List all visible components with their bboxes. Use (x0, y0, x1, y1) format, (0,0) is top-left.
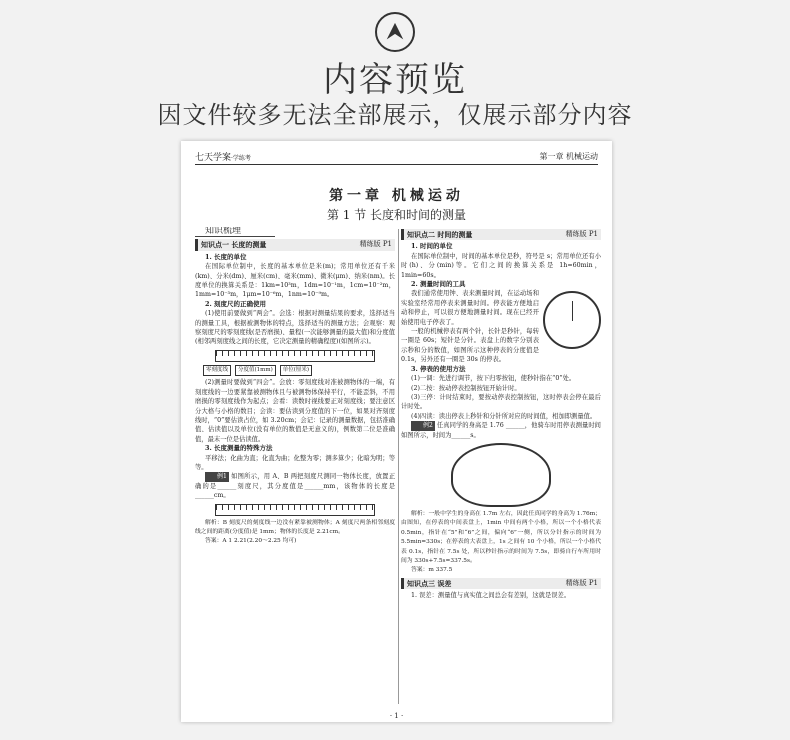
heading: 1. 长度的单位 (205, 252, 247, 261)
paragraph: 平移法；化曲为直；化直为曲；化整为零；测多算少；化暗为明；等等。 (195, 454, 395, 471)
heading: 2. 刻度尺的正确使用 (205, 299, 267, 308)
stopwatch-icon (451, 443, 551, 507)
kp3-tag: 精练版 P1 (565, 578, 598, 587)
ruler-label: 零刻度线 (203, 365, 231, 376)
kp1-tag: 精练版 P1 (359, 240, 392, 249)
ruler-label: 单位(厘米) (280, 365, 312, 376)
kp1-title: 知识点一 长度的测量 (201, 240, 267, 250)
knowledge-point-1 (195, 239, 395, 250)
kp2-tag: 精练版 P1 (565, 230, 598, 238)
chapter-title: 第一章 机械运动 (329, 188, 464, 204)
document-page (181, 141, 612, 722)
analysis: 解析：B 刻度尺的刻度线一边没有紧靠被测物体；A 刻度尺两条相邻刻度线之间的距离(分度值)是 1mm；物体的长度是 2.21cm。 (195, 519, 395, 535)
knowledge-point-3 (401, 578, 601, 589)
paragraph: 在国际单位制中，长度的基本单位是米(m)；常用单位还有千米(km)、分米(dm)、厘米(cm)、毫米(mm)、微米(μm)、纳米(nm)。长度单位的换算关系是：1km=10³m，1dm=10⁻¹m，1cm=10⁻²m，1mm=10⁻³m，1μm=10⁻⁶m，1nm=10⁻⁹m。 (195, 263, 395, 299)
paragraph: 我们通常使用钟、表来测量时间，在运动场和实验室经常用停表来测量时间。停表能方便地启动和停止，可以很方便地测量时间。现在已经开始使用电子停表了。 (401, 290, 539, 326)
paragraph: (1)使用前要做到“两会”。会选：根据对测量结果的要求，选择适当的测量工具，根据被测物体的特点，选择适当的测量方法；会观察：观察刻度尺的零刻度线(是否磨损)、量程(一次能够测量的最大值)和分度值(相邻两刻度线之间的长度，它决定测量的精确程度)(如图所示)。 (195, 310, 395, 346)
left-column (195, 227, 395, 708)
hero-title: 内容预览 (323, 60, 467, 100)
logo-icon (375, 12, 415, 52)
running-head-right: 第一章 机械运动 (539, 152, 598, 161)
kb-title: 知识梳理 (195, 227, 275, 237)
paragraph: 1. 误差：测量值与真实值之间总会有差别，这就是误差。 (411, 592, 571, 600)
right-column (401, 227, 601, 708)
heading: 2. 测量时间的工具 (411, 280, 466, 289)
ruler-labels (203, 365, 387, 376)
heading: 3. 停表的使用方法 (411, 364, 466, 373)
paragraph: 一般的机械停表有两个针，长针是秒针，每转一圈是 60s；短针是分针。表盘上的数字分别表示秒和分的数值，如图所示这种停表的分度值是 0.1s，另外还有一圈是 30s 的停表。 (401, 328, 539, 364)
heading: 1. 时间的单位 (411, 242, 453, 251)
analysis: 解析：一般中学生的身高在 1.7m 左右，因此任真同学的身高为 1.76m；由图知，在停表的中间表盘上，1min 中间有两个小格，所以一个小格代表 0.5min，指针在“5”和“6”之间，偏向“6”一侧，所以分针指示的时间为 5.5min=330s；在停表的大表盘上，1s 之间有 10 个小格，所以一个小格代表 0.1s，指针在 7.5s 处，所以秒针指示的时间为 7.5s，即骑自行车所用时间为 330s+7.5s=337.5s。 (401, 510, 601, 564)
ruler-label: 分度值(1mm) (235, 365, 276, 376)
ruler-figure (215, 350, 375, 362)
hero-subtitle: 因文件较多无法全部展示，仅展示部分内容 (157, 101, 633, 129)
kp2-title: 知识点二 时间的测量 (407, 230, 473, 239)
answer: 答案：A 1 2.21(2.20～2.25 均可) (205, 538, 297, 545)
running-head (195, 149, 598, 165)
example-badge: 例1 (205, 472, 229, 481)
example-text: 如图所示，用 A、B 两把刻度尺测同一物体长度，放置正确的是______刻度尺，其分度值是______mm，该物体的长度是______cm。 (195, 473, 395, 500)
step: (3)三停：计时结束时，要按动停表控制按钮，这时停表会停在最后计时处。 (401, 393, 601, 411)
example-badge: 例2 (411, 421, 435, 430)
answer: 答案：m 337.5 (411, 567, 453, 574)
step: (4)四读：读出停表上秒针和分针所对应的时间值，相加即测量值。 (411, 412, 597, 420)
page-number: · 1 · (389, 712, 404, 720)
step: (2)二按：按动停表控制按钮开始计时。 (411, 384, 521, 392)
column-divider (398, 229, 399, 704)
knowledge-point-2 (401, 229, 601, 240)
section-title: 第 1 节 长度和时间的测量 (326, 208, 467, 222)
example-text: 任真同学的身高是 1.76 ______，他骑车时用停表测量时间如图所示，时间为______s。 (401, 422, 601, 439)
paragraph: (2)测量时要做到“四会”。会放：零刻度线对准被测物体的一端，有刻度线的一边要紧靠被测物体且与被测物体保持平行，不能歪斜，不用磨损的零刻度线作为起点；会看：读数时视线要正对刻度线；要注意区分大格与小格的数目；会读：要估读到分度值的下一位，如果对齐刻度线时，“0”要估读占位，如 3.20cm；会记：记录的测量数据，包括准确值、估读值以及单位(没有单位的数值是无意义的)，例数第二位是准确值，最末一位是估读值。 (195, 379, 395, 443)
kp3-title: 知识点三 误差 (407, 578, 452, 588)
step: (1)一调：先进行调节，按下归零按钮，使秒针指在“0”处。 (411, 375, 576, 383)
running-head-left-small: ·学练考 (231, 155, 251, 162)
paragraph: 在国际单位制中，时间的基本单位是秒，符号是 s；常用单位还有小时(h)、分(min)等。它们之间的换算关系是 1h=60min，1min=60s。 (401, 252, 601, 279)
running-head-left: 七天学案 (195, 153, 232, 163)
ruler-figure (215, 504, 375, 516)
heading: 3. 长度测量的特殊方法 (205, 444, 273, 453)
